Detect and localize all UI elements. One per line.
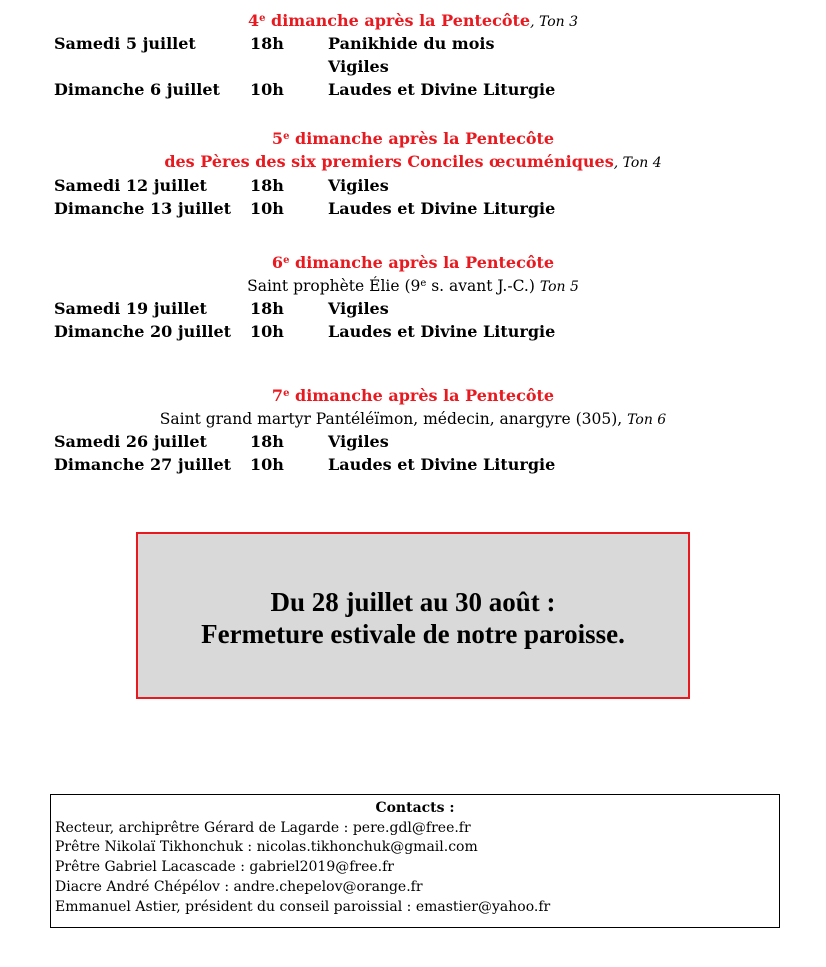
contact-line: Diacre André Chépélov : andre.chepelov@orange.fr bbox=[55, 878, 423, 895]
contact-line: Emmanuel Astier, président du conseil paroissial : emastier@yahoo.fr bbox=[55, 898, 551, 915]
tone-label: Ton 6 bbox=[627, 412, 667, 428]
service-office: Vigiles bbox=[328, 299, 389, 318]
saint-line: Saint grand martyr Pantéléïmon, médecin, anargyre (305), Ton 6 bbox=[159, 410, 667, 428]
service-time: 10h bbox=[250, 455, 284, 474]
service-day: Samedi 26 juillet bbox=[54, 432, 207, 451]
service-row bbox=[0, 175, 826, 197]
notice-text: Fermeture estivale de notre paroisse. bbox=[201, 619, 625, 649]
service-row bbox=[0, 454, 826, 476]
contact-line: Prêtre Gabriel Lacascade : gabriel2019@free.fr bbox=[55, 859, 394, 876]
service-time: 18h bbox=[250, 176, 284, 195]
service-row bbox=[0, 198, 826, 220]
service-day: Samedi 19 juillet bbox=[54, 299, 207, 318]
service-office: Vigiles bbox=[328, 57, 389, 76]
tone-label: Ton 4 bbox=[622, 155, 662, 171]
service-office: Vigiles bbox=[328, 176, 389, 195]
service-day: Dimanche 6 juillet bbox=[54, 80, 220, 99]
service-time: 10h bbox=[250, 199, 284, 218]
service-office: Vigiles bbox=[328, 432, 389, 451]
service-day: Dimanche 27 juillet bbox=[54, 455, 232, 474]
contacts-box bbox=[50, 794, 780, 928]
service-day: Dimanche 13 juillet bbox=[54, 199, 232, 218]
tone-label: Ton 3 bbox=[538, 14, 579, 30]
service-time: 10h bbox=[250, 322, 284, 341]
service-time: 10h bbox=[250, 80, 284, 99]
service-row bbox=[0, 431, 826, 453]
service-row bbox=[0, 33, 826, 55]
service-day: Samedi 5 juillet bbox=[54, 34, 196, 53]
service-time: 18h bbox=[250, 299, 284, 318]
service-day: Dimanche 20 juillet bbox=[54, 322, 232, 341]
service-row bbox=[0, 56, 826, 78]
contact-line: Prêtre Nikolaï Tikhonchuk : nicolas.tikhonchuk@gmail.com bbox=[55, 839, 478, 856]
service-office: Laudes et Divine Liturgie bbox=[328, 80, 556, 99]
sunday-heading: 4e dimanche après la Pentecôte, Ton 3 bbox=[247, 11, 579, 30]
tone-label: Ton 5 bbox=[539, 279, 579, 295]
service-row bbox=[0, 321, 826, 343]
contacts-title: Contacts : bbox=[375, 800, 455, 816]
service-time: 18h bbox=[250, 432, 284, 451]
service-day: Samedi 12 juillet bbox=[54, 176, 207, 195]
sunday-heading: 5e dimanche après la Pentecôte bbox=[271, 129, 555, 148]
service-office: Laudes et Divine Liturgie bbox=[328, 455, 556, 474]
saint-line: Saint prophète Élie (9e s. avant J.-C.) Ton 5 bbox=[247, 277, 579, 295]
sunday-subtitle: des Pères des six premiers Conciles œcuméniques, Ton 4 bbox=[164, 152, 662, 171]
service-office: Laudes et Divine Liturgie bbox=[328, 322, 556, 341]
notice-dates: Du 28 juillet au 30 août : bbox=[270, 587, 556, 617]
sunday-heading: 7e dimanche après la Pentecôte bbox=[271, 386, 555, 405]
summer-closure-notice bbox=[136, 532, 690, 699]
service-office: Panikhide du mois bbox=[328, 34, 495, 53]
service-office: Laudes et Divine Liturgie bbox=[328, 199, 556, 218]
service-row bbox=[0, 79, 826, 101]
sunday-heading: 6e dimanche après la Pentecôte bbox=[271, 253, 555, 272]
contact-line: Recteur, archiprêtre Gérard de Lagarde : pere.gdl@free.fr bbox=[55, 819, 471, 836]
service-time: 18h bbox=[250, 34, 284, 53]
service-row bbox=[0, 298, 826, 320]
